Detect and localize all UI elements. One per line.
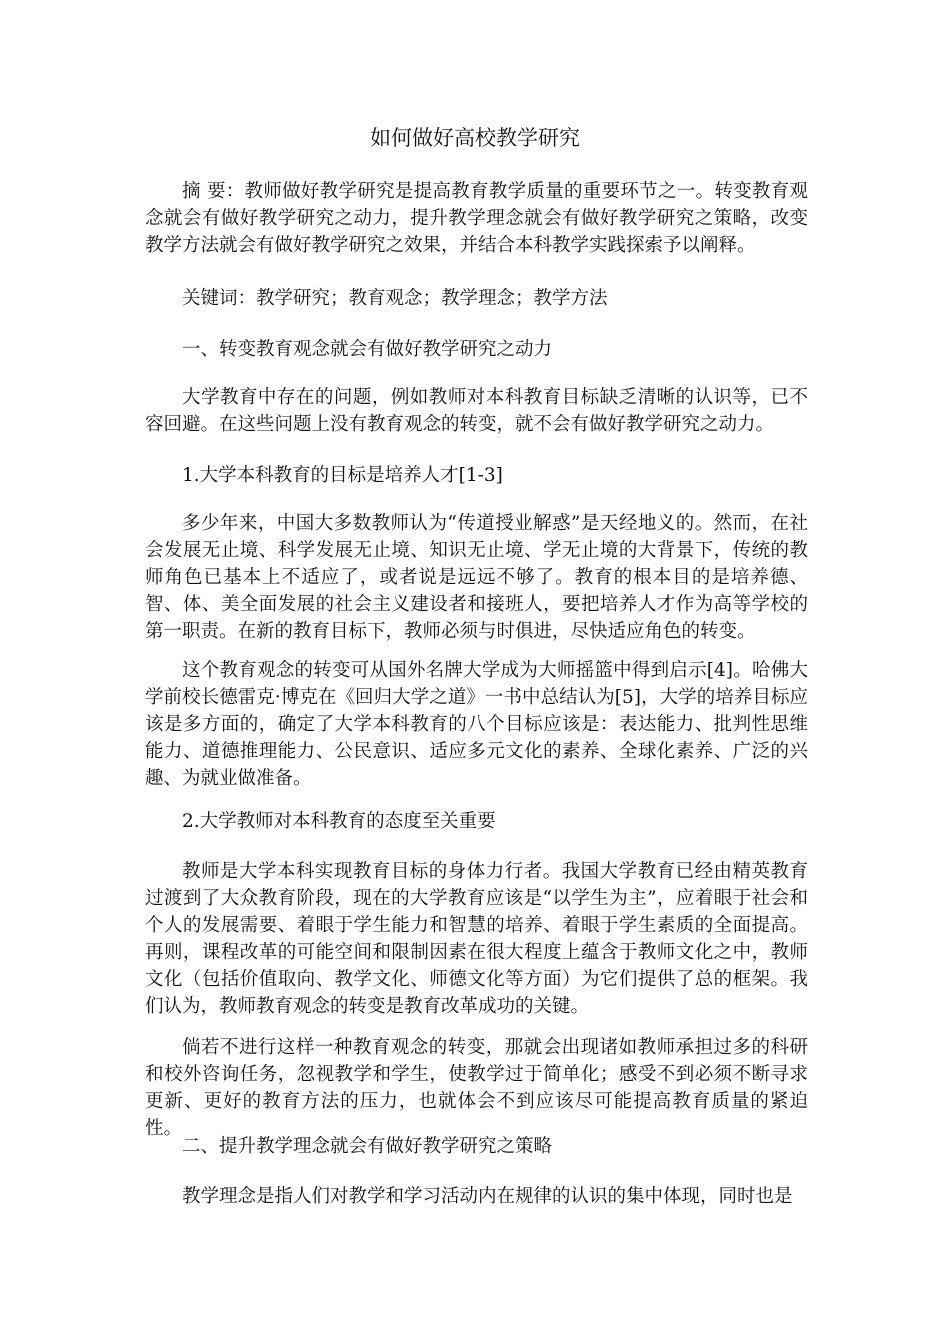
paragraph-4: 教师是大学本科实现教育目标的身体力行者。我国大学教育已经由精英教育过渡到了大众教育阶段，现在的大学教育应该是“以学生为主”，应着眼于社会和个人的发展需要、着眼于学生能力和智慧的培养、着眼于学生素质的全面提高。再则，课程改革的可能空间和限制因素在很大程度上蕴含于教师文化之中，教师文化（包括价值取向、教学文化、师德文化等方面）为它们提供了总的框架。我们认为，教师教育观念的转变是教育改革成功的关键。: [145, 861, 808, 1017]
paragraph-1: 大学教育中存在的问题，例如教师对本科教育目标缺乏清晰的认识等，已不容回避。在这些问题上没有教育观念的转变，就不会有做好教学研究之动力。: [145, 387, 808, 435]
paragraph-6: 教学理念是指人们对教学和学习活动内在规律的认识的集中体现，同时也是: [182, 1186, 793, 1207]
keywords-line: 关键词：教学研究；教育观念；教学理念；教学方法: [182, 288, 608, 309]
section-heading-2: 二、提升教学理念就会有做好教学研究之策略: [182, 1136, 553, 1157]
paragraph-3: 这个教育观念的转变可从国外名牌大学成为大师摇篮中得到启示[4]。哈佛大学前校长德雷克·博克在《回归大学之道》一书中总结认为[5]，大学的培养目标应该是多方面的，确定了大学本科教育的八个目标应该是：表达能力、批判性思维能力、道德推理能力、公民意识、适应多元文化的素养、全球化素养、广泛的兴趣、为就业做准备。: [145, 660, 808, 789]
subheading-1: 1.大学本科教育的目标是培养人才[1-3]: [182, 465, 503, 486]
paragraph-2: 多少年来，中国大多数教师认为“传道授业解惑”是天经地义的。然而，在社会发展无止境、科学发展无止境、知识无止境、学无止境的大背景下，传统的教师角色已基本上不适应了，或者说是远远不够了。教育的根本目的是培养德、智、体、美全面发展的社会主义建设者和接班人，要把培养人才作为高等学校的第一职责。在新的教育目标下，教师必须与时俱进，尽快适应角色的转变。: [145, 513, 808, 642]
paragraph-5: 倘若不进行这样一种教育观念的转变，那就会出现诸如教师承担过多的科研和校外咨询任务，忽视教学和学生，使教学过于简单化；感受不到必须不断寻求更新、更好的教育方法的压力，也就体会不到应该尽可能提高教育质量的紧迫性。: [145, 1037, 808, 1139]
abstract-paragraph: 摘 要：教师做好教学研究是提高教育教学质量的重要环节之一。转变教育观念就会有做好教学研究之动力，提升教学理念就会有做好教学研究之策略，改变教学方法就会有做好教学研究之效果，并结合本科教学实践探索予以阐释。: [145, 181, 808, 256]
section-heading-1: 一、转变教育观念就会有做好教学研究之动力: [182, 339, 553, 360]
subheading-2: 2.大学教师对本科教育的态度至关重要: [182, 811, 496, 832]
document-title: 如何做好高校教学研究: [370, 126, 580, 150]
